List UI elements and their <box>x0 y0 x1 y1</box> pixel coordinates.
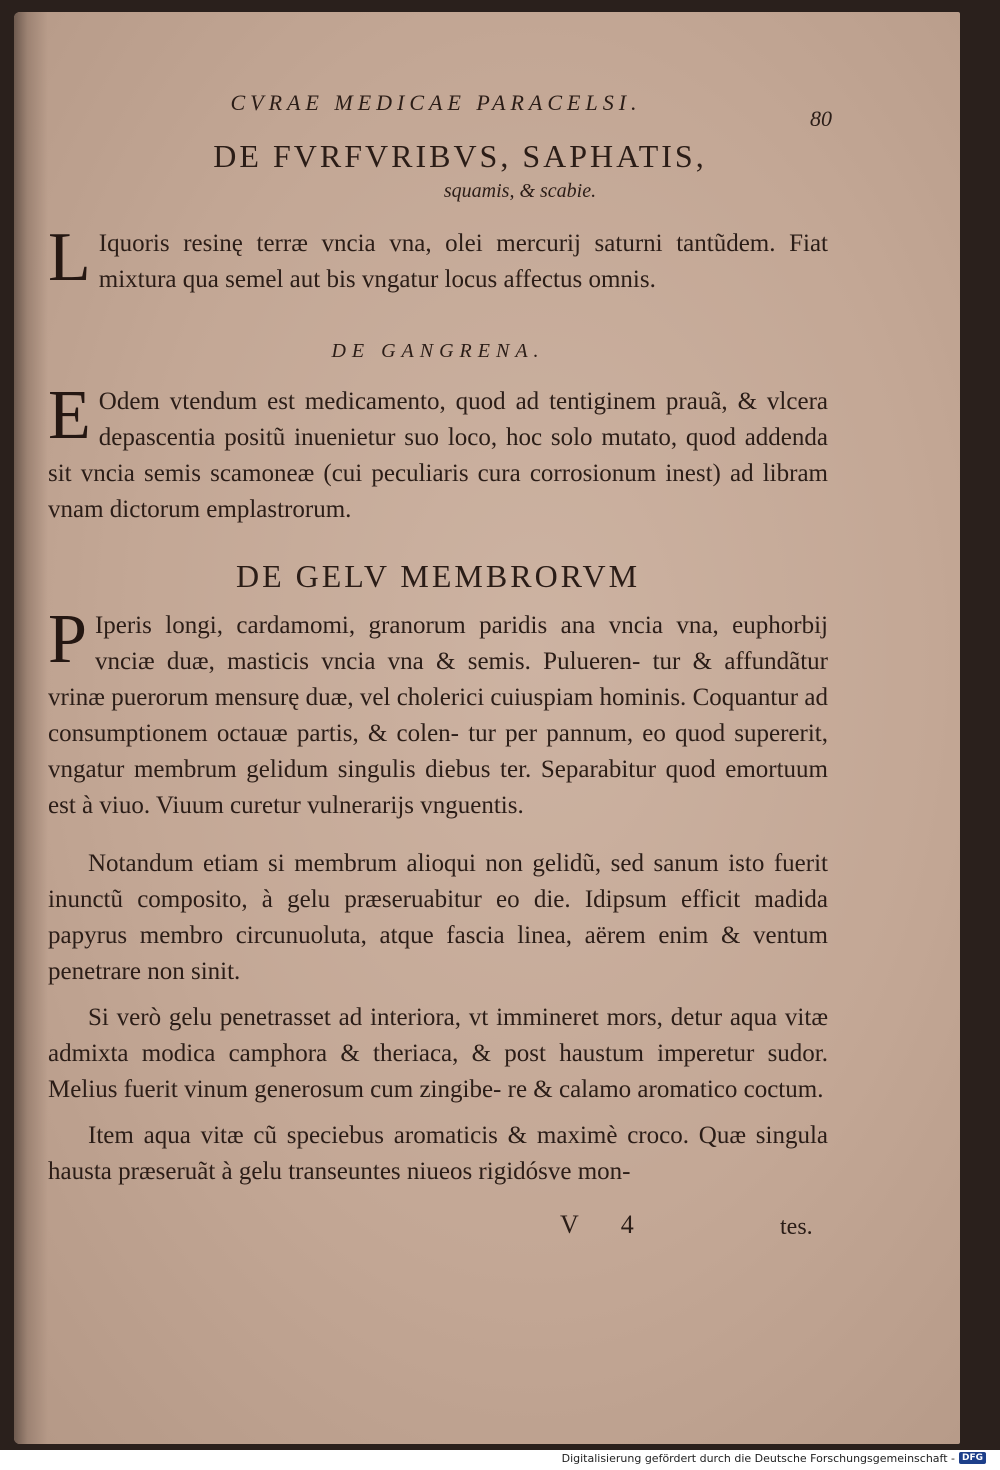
paragraph-furfures <box>48 219 828 298</box>
paragraph-notandum: Notandum etiam si membrum alioqui non gelidũ, sed sanum isto fuerit inunctũ composito, à gelu præseruabitur eo die. Idipsum efficit madida papyrus membro circunuoluta, atque fascia linea, aërem enim & ventum penetrare non sinit. <box>48 850 828 985</box>
paragraph-gangrena <box>48 377 828 528</box>
catchword: tes. <box>780 1214 813 1240</box>
dfg-logo: DFG <box>959 1452 986 1464</box>
paragraph-text: Odem vtendum est medicamento, quod ad tentiginem prauã, & vlcera depascentia positũ inuenietur suo loco, hoc solo mutato, quod addenda sit vncia semis scamoneæ (cui peculiaris cura corrosionum inest) ad libram vnam dictorum emplastrorum. <box>48 388 828 523</box>
paragraph-gelu-recipe <box>48 601 828 824</box>
drop-cap: L <box>48 219 91 296</box>
page-number: 80 <box>810 106 832 131</box>
drop-cap: E <box>48 377 91 454</box>
paragraph-text: Iperis longi, cardamomi, granorum paridis ana vncia vna, euphorbij vnciæ duæ, masticis vncia vna & semis. Pulueren- tur & affundãtur vrinæ puerorum mensurę duæ, vel cholerici cuiuspiam hominis. Coquantur ad consumptionem octauæ partis, & colen- tur per pannum, eo quod supererit, vngatur membrum gelidum singulis diebus ter. Separabitur quod emortuum est à viuo. Viuum curetur vulnerarijs vnguentis. <box>48 612 828 819</box>
credit-text: Digitalisierung gefördert durch die Deutsche Forschungsgemeinschaft - <box>561 1451 955 1465</box>
page-gutter <box>14 12 48 1444</box>
chapter-title: DE FVRFVRIBVS, SAPHATIS, <box>213 138 707 174</box>
chapter-subtitle: squamis, & scabie. <box>443 180 597 202</box>
digitization-credit <box>562 1448 986 1468</box>
section-heading-gelu: DE GELV MEMBRORVM <box>235 558 641 594</box>
paragraph-text: Iquoris resinę terræ vncia vna, olei mercurij saturni tantũdem. Fiat mixtura qua semel aut bis vngatur locus affectus omnis. <box>98 230 828 293</box>
section-heading-gangrena: DE GANGRENA. <box>331 340 545 362</box>
signature-mark: V 4 <box>560 1210 652 1239</box>
paragraph-si-vero: Si verò gelu penetrasset ad interiora, vt immineret mors, detur aqua vitæ admixta modica camphora & theriaca, & post haustum imperetur sudor. Melius fuerit vinum generosum cum zingibe- re & calamo aromatico coctum. <box>48 1004 828 1103</box>
running-head: CVRAE MEDICAE PARACELSI. <box>230 90 642 115</box>
drop-cap: P <box>48 601 87 678</box>
paragraph-item-aqua: Item aqua vitæ cũ speciebus aromaticis & maximè croco. Quæ singula hausta præseruãt à gelu transeuntes niueos rigidósve mon- <box>48 1122 828 1185</box>
